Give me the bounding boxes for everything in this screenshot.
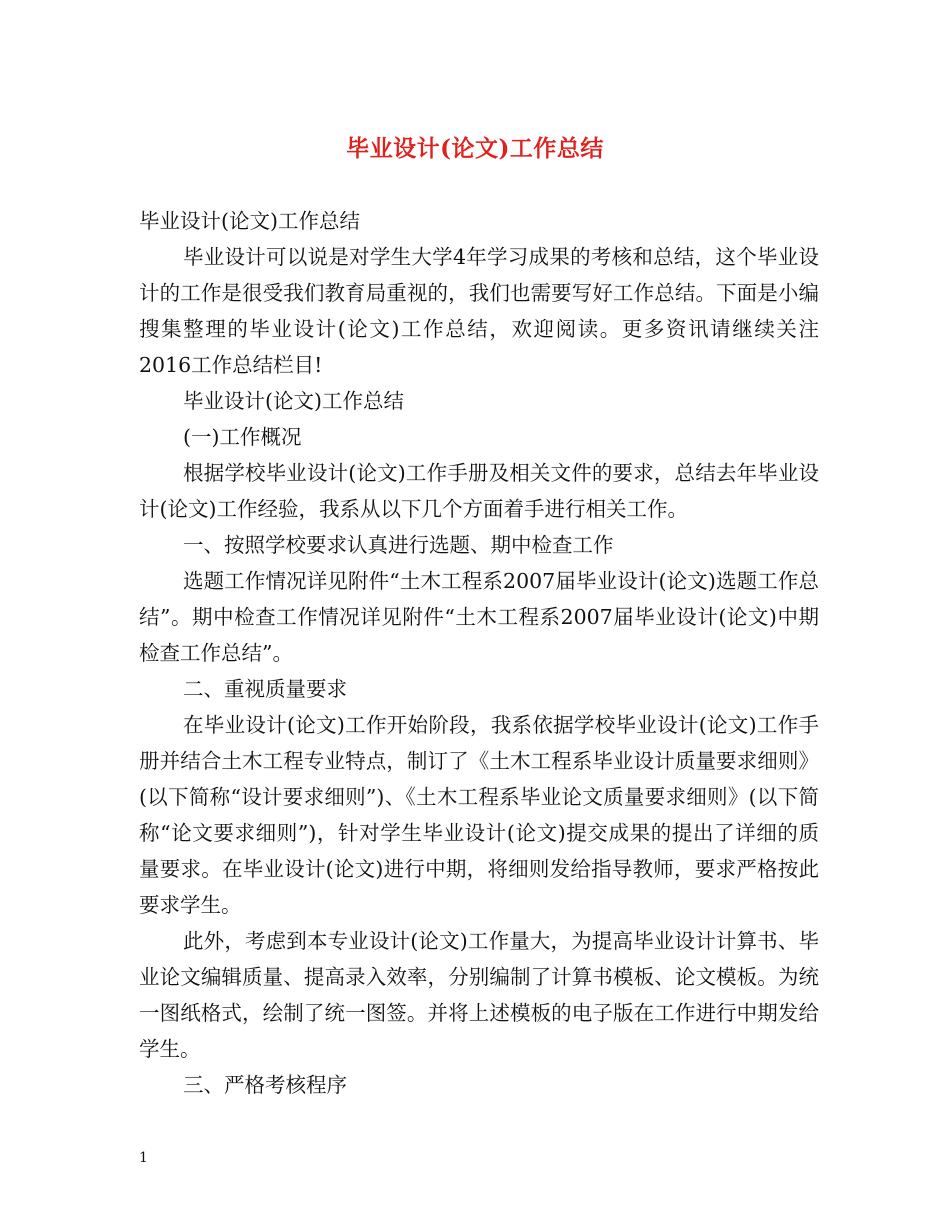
document-body xyxy=(139,203,819,1103)
paragraph-5: 根据学校毕业设计(论文)工作手册及相关文件的要求，总结去年毕业设计(论文)工作经验，我系从以下几个方面着手进行相关工作。 xyxy=(139,461,819,521)
paragraph-2: 毕业设计可以说是对学生大学4年学习成果的考核和总结，这个毕业设计的工作是很受我们教育局重视的，我们也需要写好工作总结。下面是小编搜集整理的毕业设计(论文)工作总结，欢迎阅读。更多资讯请继续关注2016工作总结栏目! xyxy=(139,245,819,377)
paragraph-1: 毕业设计(论文)工作总结 xyxy=(139,209,360,233)
page-number: 1 xyxy=(139,1150,148,1166)
paragraph-7: 选题工作情况详见附件“土木工程系2007届毕业设计(论文)选题工作总结”。期中检查工作情况详见附件“土木工程系2007届毕业设计(论文)中期检查工作总结”。 xyxy=(139,569,819,665)
section-heading-overview: (一)工作概况 xyxy=(183,425,302,449)
paragraph-9: 在毕业设计(论文)工作开始阶段，我系依据学校毕业设计(论文)工作手册并结合土木工程专业特点，制订了《土木工程系毕业设计质量要求细则》(以下简称“设计要求细则”)、《土木工程系毕业论文质量要求细则》(以下简称“论文要求细则”)，针对学生毕业设计(论文)提交成果的提出了详细的质量要求。在毕业设计(论文)进行中期，将细则发给指导教师，要求严格按此要求学生。 xyxy=(139,713,819,917)
document-title: 毕业设计(论文)工作总结 xyxy=(346,135,604,162)
paragraph-10: 此外，考虑到本专业设计(论文)工作量大，为提高毕业设计计算书、毕业论文编辑质量、提高录入效率，分别编制了计算书模板、论文模板。为统一图纸格式，绘制了统一图签。并将上述模板的电子版在工作进行中期发给学生。 xyxy=(139,929,819,1061)
section-heading-1: 一、按照学校要求认真进行选题、期中检查工作 xyxy=(183,533,614,557)
section-heading-2: 二、重视质量要求 xyxy=(183,677,347,701)
paragraph-3: 毕业设计(论文)工作总结 xyxy=(183,389,404,413)
section-heading-3: 三、严格考核程序 xyxy=(183,1073,347,1097)
